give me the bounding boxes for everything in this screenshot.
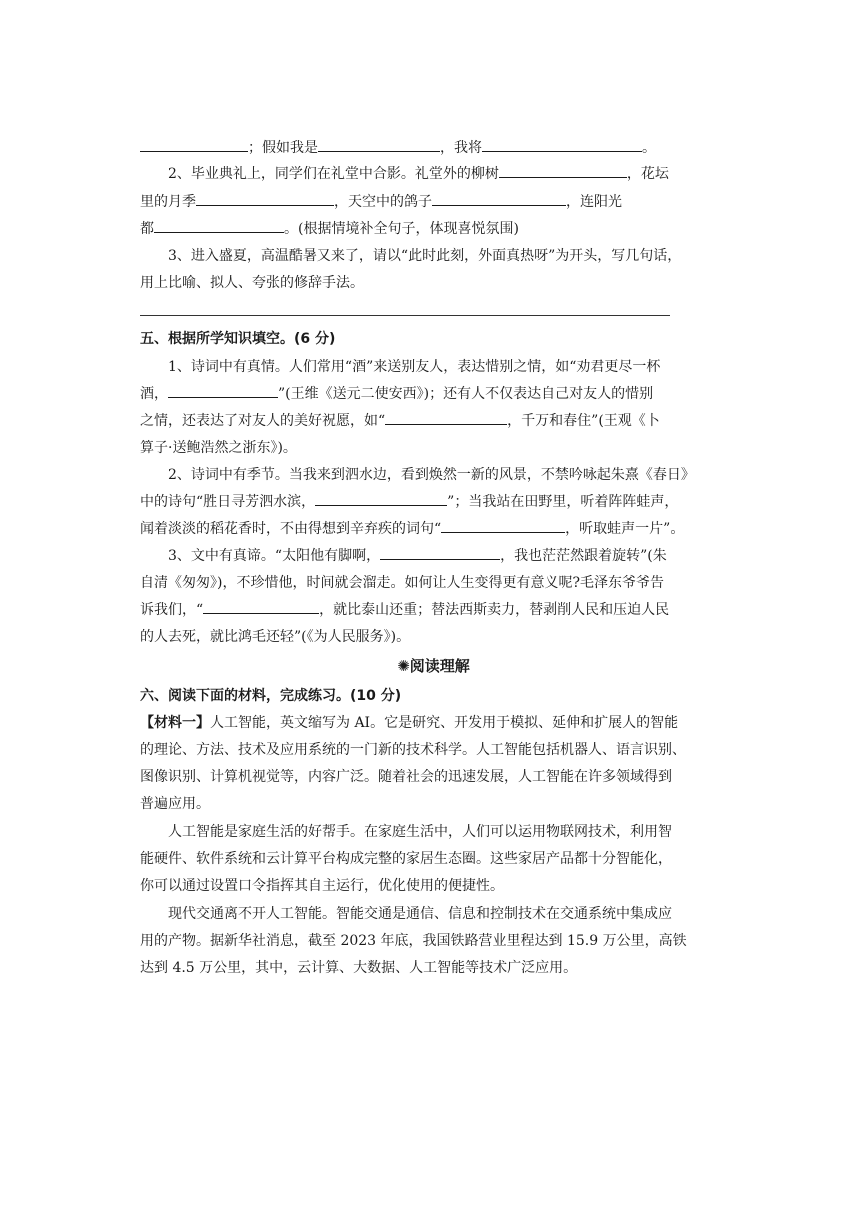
q4-2-line-3	[0, 219, 867, 239]
q5-2-line-2	[0, 492, 867, 512]
text: ，我也茫茫然跟着旋转”(朱	[500, 548, 667, 564]
p1-line-3	[0, 767, 867, 787]
p1-line-4	[0, 794, 867, 814]
text: 。(根据情境补全句子，体现喜悦氛围)	[284, 221, 519, 237]
text: ”；当我站在田野里，听着阵阵蛙声，	[447, 494, 679, 510]
text: 的人去死，就比鸿毛还轻”(《为人民服务》)。	[140, 629, 411, 645]
text: 用的产物。据新华社消息，截至 2023 年底，我国铁路营业里程达到 15.9 万公里，高铁	[140, 933, 687, 949]
blank[interactable]	[432, 192, 566, 206]
text: ，连阳光	[566, 194, 622, 210]
q5-1-line-1	[0, 357, 867, 377]
blank[interactable]	[196, 192, 334, 206]
text: ，天空中的鸽子	[334, 194, 432, 210]
p1-line-2	[0, 740, 867, 760]
text: 算子·送鲍浩然之浙东》)。	[140, 440, 297, 456]
text: ；假如我是	[248, 140, 318, 156]
text: 酒，	[140, 386, 168, 402]
q5-3-line-3	[0, 600, 867, 620]
blank[interactable]	[380, 546, 500, 560]
q5-2-line-1	[0, 465, 867, 485]
blank[interactable]	[318, 138, 440, 152]
text: 闻着淡淡的稻花香时，不由得想到辛弃疾的词句“	[140, 521, 442, 537]
text: ，听取蛙声一片”。	[565, 521, 685, 537]
text: ✺阅读理解	[397, 657, 470, 675]
text: 都	[140, 221, 154, 237]
p3-line-2	[0, 931, 867, 951]
text: 六、阅读下面的材料，完成练习。(10 分)	[140, 688, 402, 704]
q5-1-line-4	[0, 438, 867, 458]
blank[interactable]	[482, 138, 642, 152]
p3-line-1	[0, 904, 867, 924]
blank[interactable]	[154, 219, 284, 233]
text: ，花坛	[626, 166, 669, 182]
reading-header	[0, 656, 867, 676]
text: 之情，还表达了对友人的美好祝愿，如“	[140, 413, 386, 429]
text: 3、文中有真谛。“太阳他有脚啊，	[168, 548, 381, 564]
text: 你可以通过设置口令指挥其自主运行，优化使用的便捷性。	[140, 878, 504, 894]
text: 的理论、方法、技术及应用系统的一门新的技术科学。人工智能包括机器人、语言识别、	[140, 742, 686, 758]
text: 图像识别、计算机视觉等，内容广泛。随着社会的迅速发展，人工智能在许多领域得到	[140, 769, 672, 785]
text: 普遍应用。	[140, 796, 210, 812]
material-label: 【材料一】	[140, 715, 210, 731]
fill-line-1	[0, 138, 867, 158]
q4-2-line-1	[0, 164, 867, 184]
text: 达到 4.5 万公里，其中，云计算、大数据、人工智能等技术广泛应用。	[140, 960, 578, 976]
q4-3-line-2	[0, 273, 867, 293]
q4-3-line-1	[0, 246, 867, 266]
p1-line-1	[0, 713, 867, 733]
text: 自清《匆匆》)，不珍惜他，时间就会溜走。如何让人生变得更有意义呢?毛泽东爷爷告	[140, 575, 664, 591]
blank[interactable]	[385, 411, 507, 425]
text: 人工智能是家庭生活的好帮手。在家庭生活中，人们可以运用物联网技术，利用智	[168, 824, 672, 840]
q5-3-line-2	[0, 573, 867, 593]
answer-line[interactable]	[140, 315, 670, 316]
text: 2、诗词中有季节。当我来到泗水边，看到焕然一新的风景，不禁吟咏起朱熹《春日》	[168, 467, 695, 483]
q5-3-line-4	[0, 627, 867, 647]
q5-3-line-1	[0, 546, 867, 566]
part5-title	[0, 329, 867, 349]
text: 。	[642, 140, 656, 156]
text: 3、进入盛夏，高温酷暑又来了，请以“此时此刻，外面真热呀”为开头，写几句话，	[168, 248, 682, 264]
text: 1、诗词中有真情。人们常用“酒”来送别友人，表达惜别之情，如“劝君更尽一杯	[168, 359, 661, 375]
blank[interactable]	[203, 600, 319, 614]
text: 用上比喻、拟人、夸张的修辞手法。	[140, 275, 364, 291]
blank[interactable]	[499, 164, 627, 178]
blank[interactable]	[168, 384, 278, 398]
p2-line-1	[0, 822, 867, 842]
text: 中的诗句“胜日寻芳泗水滨，	[140, 494, 316, 510]
p3-line-3	[0, 958, 867, 978]
text: 里的月季	[140, 194, 196, 210]
q4-2-line-2	[0, 192, 867, 212]
q5-1-line-3	[0, 411, 867, 431]
p2-line-3	[0, 876, 867, 896]
text: 人工智能，英文缩写为 AI。它是研究、开发用于模拟、延伸和扩展人的智能	[210, 715, 679, 731]
text: ”(王维《送元二使安西》)；还有人不仅表达自己对友人的惜别	[278, 386, 654, 402]
text: 诉我们，“	[140, 602, 204, 618]
text: ，我将	[440, 140, 482, 156]
text: ，千万和春住”(王观《卜	[507, 413, 660, 429]
q5-1-line-2	[0, 384, 867, 404]
text: 2、毕业典礼上，同学们在礼堂中合影。礼堂外的柳树	[168, 166, 499, 182]
blank[interactable]	[315, 492, 447, 506]
text: 五、根据所学知识填空。(6 分)	[140, 331, 336, 347]
text: 能硬件、软件系统和云计算平台构成完整的家居生态圈。这些家居产品都十分智能化，	[140, 851, 672, 867]
text: ，就比泰山还重；替法西斯卖力，替剥削人民和压迫人民	[319, 602, 670, 618]
text: 现代交通离不开人工智能。智能交通是通信、信息和控制技术在交通系统中集成应	[168, 906, 672, 922]
part6-title	[0, 686, 867, 706]
blank[interactable]	[441, 519, 565, 533]
q5-2-line-3	[0, 519, 867, 539]
p2-line-2	[0, 849, 867, 869]
blank[interactable]	[140, 138, 248, 152]
